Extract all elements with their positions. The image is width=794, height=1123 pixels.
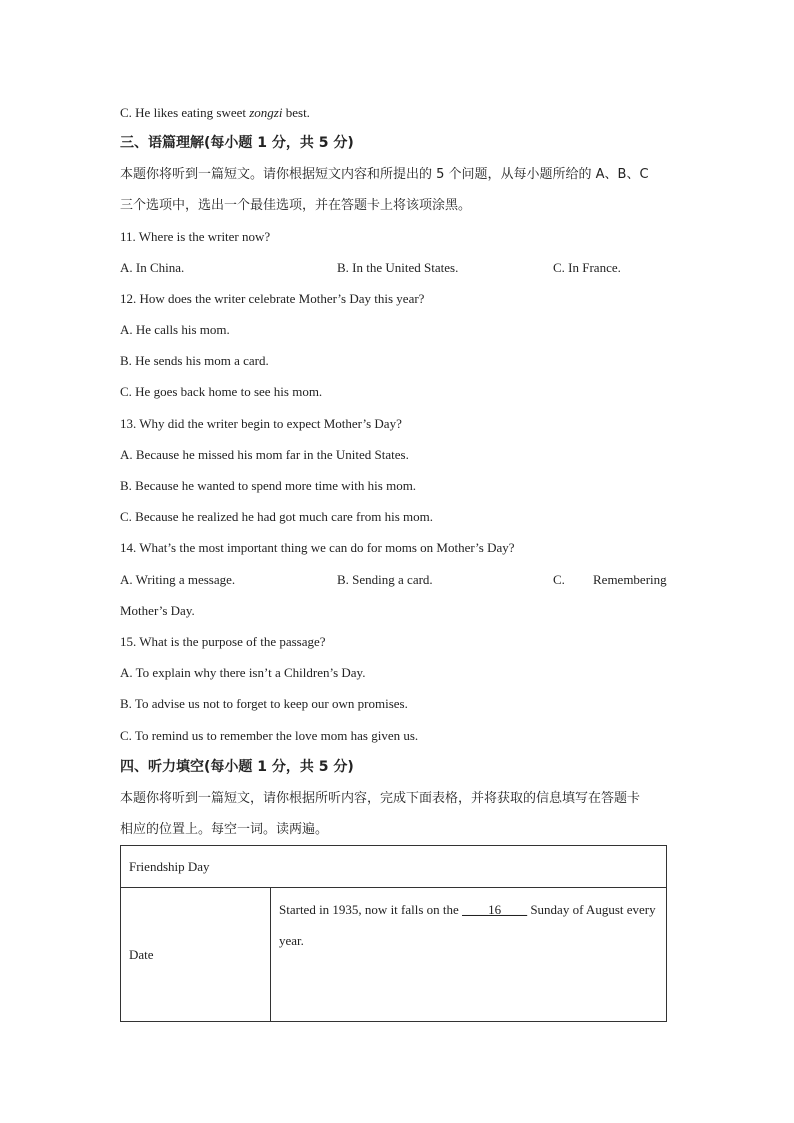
section-3-instructions-1: 本题你将听到一篇短文。请你根据短文内容和所提出的 5 个问题，从每小题所给的 A、B、C [120,167,649,182]
q15-option-c: C. To remind us to remember the love mom has given us. [120,728,419,743]
text: Started in 1935, now it falls on the [279,902,463,917]
q11-option-a: A. In China. [120,260,185,275]
q12-option-b: B. He sends his mom a card. [120,353,269,368]
table-title: Friendship Day [121,846,667,888]
q14-option-c-letter: C. [553,572,565,587]
question-13: 13. Why did the writer begin to expect Mother’s Day? [120,416,402,431]
date-label-cell: Date [121,888,271,1022]
table-header-row [121,846,667,888]
text: C. He likes eating sweet [120,105,250,120]
date-content [279,888,658,956]
question-12: 12. How does the writer celebrate Mother’s Day this year? [120,291,425,306]
question-11: 11. Where is the writer now? [120,229,271,244]
italic-word: zongzi [249,105,283,120]
q15-option-b: B. To advise us not to forget to keep our own promises. [120,696,408,711]
date-content-cell [271,888,667,1022]
q11-option-b: B. In the United States. [337,260,459,275]
section-4-instructions-1: 本题你将听到一篇短文，请你根据所听内容，完成下面表格，并将获取的信息填写在答题卡 [120,791,641,806]
section-3-heading: 三、语篇理解(每小题 1 分，共 5 分) [120,135,354,151]
q14-option-c-text: Remembering [593,572,667,587]
answer-blank[interactable]: ____16____ [462,902,528,917]
q13-option-c: C. Because he realized he had got much care from his mom. [120,509,433,524]
text: Sunday of August every year. [279,902,656,948]
q15-option-a: A. To explain why there isn’t a Children’s Day. [120,665,366,680]
q12-option-a: A. He calls his mom. [120,322,230,337]
table-row [121,888,667,1022]
question-15: 15. What is the purpose of the passage? [120,634,326,649]
q12-option-c: C. He goes back home to see his mom. [120,384,323,399]
q11-option-c: C. In France. [553,260,621,275]
q13-option-b: B. Because he wanted to spend more time with his mom. [120,478,417,493]
text: best. [282,105,310,120]
section-4-instructions-2: 相应的位置上。每空一词。读两遍。 [120,822,329,837]
friendship-day-table [120,845,667,1022]
option-c-prev [120,104,310,122]
section-4-heading: 四、听力填空(每小题 1 分，共 5 分) [120,759,354,775]
question-14: 14. What’s the most important thing we can do for moms on Mother’s Day? [120,540,515,555]
q14-option-b: B. Sending a card. [337,572,433,587]
q14-option-c-continuation: Mother’s Day. [120,603,195,618]
q13-option-a: A. Because he missed his mom far in the United States. [120,447,409,462]
q14-option-a: A. Writing a message. [120,572,236,587]
section-3-instructions-2: 三个选项中，选出一个最佳选项，并在答题卡上将该项涂黑。 [120,198,472,213]
